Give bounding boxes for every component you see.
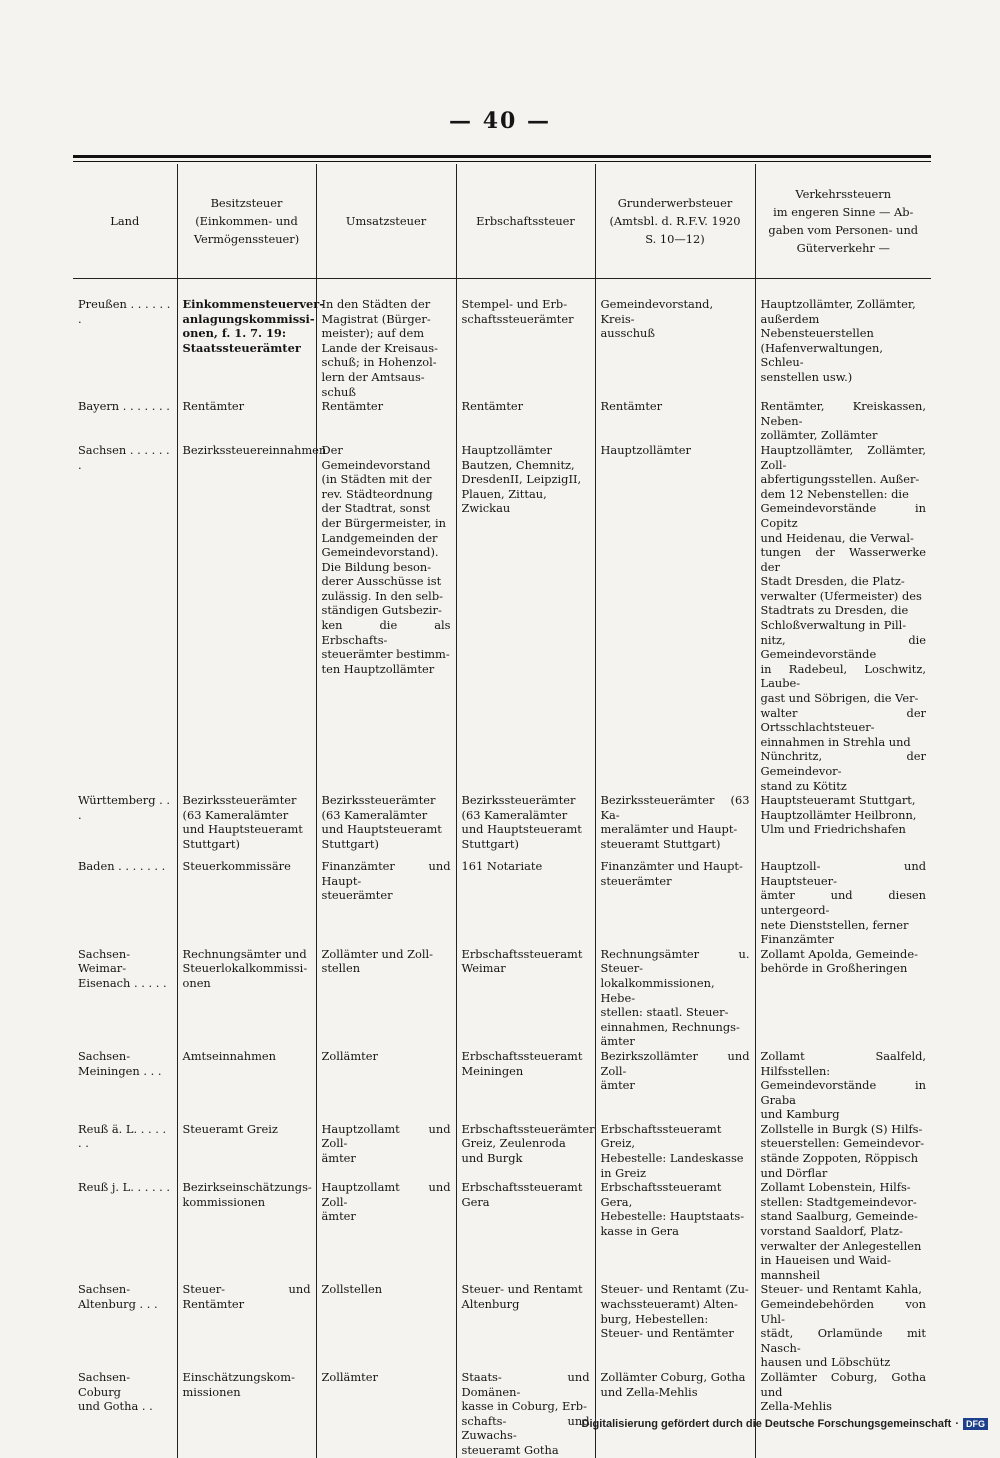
table-cell: Zollamt Lobenstein, Hilfs- stellen: Stadtgemeindevor- stand Saalburg, Gemeinde- vorstand Saaldorf, Platz- verwalter der Anlegestellen in Haueisen und Waid- mannsheil: [755, 1180, 931, 1282]
table-cell: 161 Notariate: [456, 859, 595, 947]
table-cell: Zollämter: [316, 1049, 456, 1122]
table-row: [73, 1049, 931, 1122]
table-row: [73, 947, 931, 1049]
table-cell: Erbschaftssteueramt Gera: [456, 1180, 595, 1282]
table-cell: Zollämter und Zoll- stellen: [316, 947, 456, 1049]
table-cell: Hauptzoll- und Hauptsteuer- ämter und diesen untergeord- nete Dienststellen, ferner Finanzämter: [755, 859, 931, 947]
dfg-logo-icon: DFG: [963, 1418, 988, 1430]
cell-land: Preußen . . . . . . .: [78, 297, 171, 326]
table-cell: Zollamt Apolda, Gemeinde- behörde in Großheringen: [755, 947, 931, 1049]
table-cell: Steuer- und Rentamt (Zu- wachssteueramt) Alten- burg, Hebestellen: Steuer- und Rentämter: [595, 1282, 755, 1370]
table-cell: Zollamt Saalfeld, Hilfsstellen: Gemeindevorstände in Graba und Kamburg: [755, 1049, 931, 1122]
table-cell: Rentämter: [595, 399, 755, 443]
cell-land: Reuß ä. L. . . . . . .: [78, 1121, 167, 1151]
table-cell: Zollämter Coburg, Gotha und Zella-Mehlis: [595, 1370, 755, 1458]
table-row: [73, 1122, 931, 1180]
table-row: [73, 279, 931, 400]
table-cell: Zollstellen: [316, 1282, 456, 1370]
table-cell: Hauptzollämter Bautzen, Chemnitz, DresdenII, LeipzigII, Plauen, Zittau, Zwickau: [456, 443, 595, 793]
table-cell: Bezirkssteuerämter (63 Kameralämter und Hauptsteueramt Stuttgart): [177, 793, 316, 859]
table-cell: Hauptsteueramt Stuttgart, Hauptzollämter Heilbronn, Ulm und Friedrichshafen: [755, 793, 931, 859]
table-cell: Rentämter: [456, 399, 595, 443]
table-cell: Bezirkssteuerämter (63 Kameralämter und Hauptsteueramt Stuttgart): [456, 793, 595, 859]
table-cell: Rechnungsämter und Steuerlokalkommissi- onen: [177, 947, 316, 1049]
table-cell: Hauptzollamt und Zoll- ämter: [316, 1122, 456, 1180]
table-row: [73, 793, 931, 859]
page-number: — 40 —: [449, 108, 551, 134]
table-cell: Finanzämter und Haupt- steuerämter: [316, 859, 456, 947]
table-cell: In den Städten der Magistrat (Bürger- meister); auf dem Lande der Kreisaus- schuß; in Hohenzol- lern der Amtsaus- schuß: [316, 279, 456, 400]
cell-land: Sachsen- Meiningen . . .: [78, 1048, 162, 1078]
table-header-row: [73, 164, 931, 279]
table-cell: Zollämter: [316, 1370, 456, 1458]
footer-credit: Digitalisierung gefördert durch die Deutsche Forschungsgemeinschaft · DFG: [582, 1418, 988, 1430]
table-cell: Hauptzollamt und Zoll- ämter: [316, 1180, 456, 1282]
table-row: [73, 399, 931, 443]
tax-authority-table: [73, 164, 931, 1458]
table-cell: Finanzämter und Haupt- steuerämter: [595, 859, 755, 947]
table-cell: Steuer- und Rentamt Altenburg: [456, 1282, 595, 1370]
table-cell: Gemeindevorstand, Kreis- ausschuß: [595, 279, 755, 400]
table-cell: Bezirkssteuerämter (63 Kameralämter und Hauptsteueramt Stuttgart): [316, 793, 456, 859]
table-cell: Rentämter, Kreiskassen, Neben- zollämter, Zollämter: [755, 399, 931, 443]
table-cell: Erbschaftssteueramt Meiningen: [456, 1049, 595, 1122]
header-erbschaftssteuer: Erbschaftssteuer: [456, 164, 595, 279]
table-cell: Steuerkommissäre: [177, 859, 316, 947]
table-cell: Hauptzollämter, Zollämter, Zoll- abfertigungsstellen. Außer- dem 12 Nebenstellen: die Gemeindevorstände in Copitz und Heidenau, die Verwal- tungen der Wasserwerke der Stadt Dresden, die Platz- verwalter (Ufermeister) des Stadtrats zu Dresden, die Schloßverwaltung in Pill- nitz, die Gemeindevorstände in Radebeul, Loschwitz, Laube- gast und Söbrigen, die Ver- walter der Ortsschlachtsteuer- einnahmen in Strehla und Nünchritz, der Gemeindevor- stand zu Kötitz: [755, 443, 931, 793]
header-rule-thick: [73, 155, 931, 158]
table-cell: Steueramt Greiz: [177, 1122, 316, 1180]
table-cell: Staats- und Domänen- kasse in Coburg, Erb- schafts- und Zuwachs- steueramt Gotha: [456, 1370, 595, 1458]
table-row: [73, 1180, 931, 1282]
table-cell: Erbschaftssteueramt Greiz, Hebestelle: Landeskasse in Greiz: [595, 1122, 755, 1180]
table-cell: Rentämter: [177, 399, 316, 443]
table-cell: Erbschaftssteueramt Gera, Hebestelle: Hauptstaats- kasse in Gera: [595, 1180, 755, 1282]
cell-land: Bayern . . . . . . .: [78, 399, 170, 414]
table-body: [73, 279, 931, 1458]
header-land: Land: [73, 164, 177, 279]
table-cell: Stempel- und Erb- schaftssteuerämter: [456, 279, 595, 400]
table-row: [73, 1370, 931, 1458]
table-row: [73, 443, 931, 793]
cell-land: Sachsen . . . . . . .: [78, 442, 170, 472]
table-cell: Hauptzollämter, Zollämter, außerdem Nebensteuerstellen (Hafenverwaltungen, Schleu- senstellen usw.): [755, 279, 931, 400]
table-row: [73, 859, 931, 947]
table-cell: Der Gemeindevorstand (in Städten mit der rev. Städteordnung der Stadtrat, sonst der Bürgermeister, in Landgemeinden der Gemeindevorstand). Die Bildung beson- derer Ausschüsse ist zulässig. In den selb- ständigen Gutsbezir- ken die als Erbschafts- steuerämter bestimm- ten Hauptzollämter: [316, 443, 456, 793]
cell-land: Sachsen-Coburg und Gotha . .: [78, 1369, 153, 1414]
table-cell: Erbschaftssteuerämter Greiz, Zeulenroda und Burgk: [456, 1122, 595, 1180]
table-cell: Zollstelle in Burgk (S) Hilfs- steuerstellen: Gemeindevor- stände Zoppoten, Röppisch und Dörflar: [755, 1122, 931, 1180]
header-verkehrssteuern: Verkehrssteuern im engeren Sinne — Ab- gaben vom Personen- und Güterverkehr —: [755, 164, 931, 279]
header-umsatzsteuer: Umsatzsteuer: [316, 164, 456, 279]
table-cell: Hauptzollämter: [595, 443, 755, 793]
table-cell: Rechnungsämter u. Steuer- lokalkommissionen, Hebe- stellen: staatl. Steuer- einnahmen, Rechnungs- ämter: [595, 947, 755, 1049]
table-cell: Bezirkszollämter und Zoll- ämter: [595, 1049, 755, 1122]
header-besitzsteuer: Besitzsteuer (Einkommen- und Vermögenssteuer): [177, 164, 316, 279]
table-cell: Einkommensteuerver- anlagungskommissi- onen, f. 1. 7. 19: Staatssteuerämter: [177, 279, 316, 400]
table-cell: Steuer- und Rentämter: [177, 1282, 316, 1370]
table-cell: Rentämter: [316, 399, 456, 443]
cell-land: Württemberg . . .: [78, 793, 170, 822]
table-cell: Bezirkssteuereinnahmen: [177, 443, 316, 793]
table-cell: Bezirkseinschätzungs- kommissionen: [177, 1180, 316, 1282]
table-cell: Zollämter Coburg, Gotha und Zella-Mehlis: [755, 1370, 931, 1458]
table-cell: Steuer- und Rentamt Kahla, Gemeindebehörden von Uhl- städt, Orlamünde mit Nasch- hausen und Löbschütz: [755, 1282, 931, 1370]
header-rule-thin: [73, 161, 931, 162]
table-cell: Einschätzungskom- missionen: [177, 1370, 316, 1458]
table-row: [73, 1282, 931, 1370]
cell-land: Sachsen-Weimar- Eisenach . . . . .: [78, 946, 167, 990]
table-cell: Erbschaftssteueramt Weimar: [456, 947, 595, 1049]
cell-land: Reuß j. L. . . . . .: [78, 1180, 171, 1195]
cell-land: Baden . . . . . . .: [78, 859, 166, 874]
table-cell: Amtseinnahmen: [177, 1049, 316, 1122]
footer-text: Digitalisierung gefördert durch die Deutsche Forschungsgemeinschaft: [581, 1418, 952, 1430]
table-cell: Bezirkssteuerämter (63 Ka- meralämter und Haupt- steueramt Stuttgart): [595, 793, 755, 859]
cell-land: Sachsen- Altenburg . . .: [78, 1282, 158, 1311]
header-grunderwerbsteuer: Grunderwerbsteuer (Amtsbl. d. R.F.V. 1920 S. 10—12): [595, 164, 755, 279]
